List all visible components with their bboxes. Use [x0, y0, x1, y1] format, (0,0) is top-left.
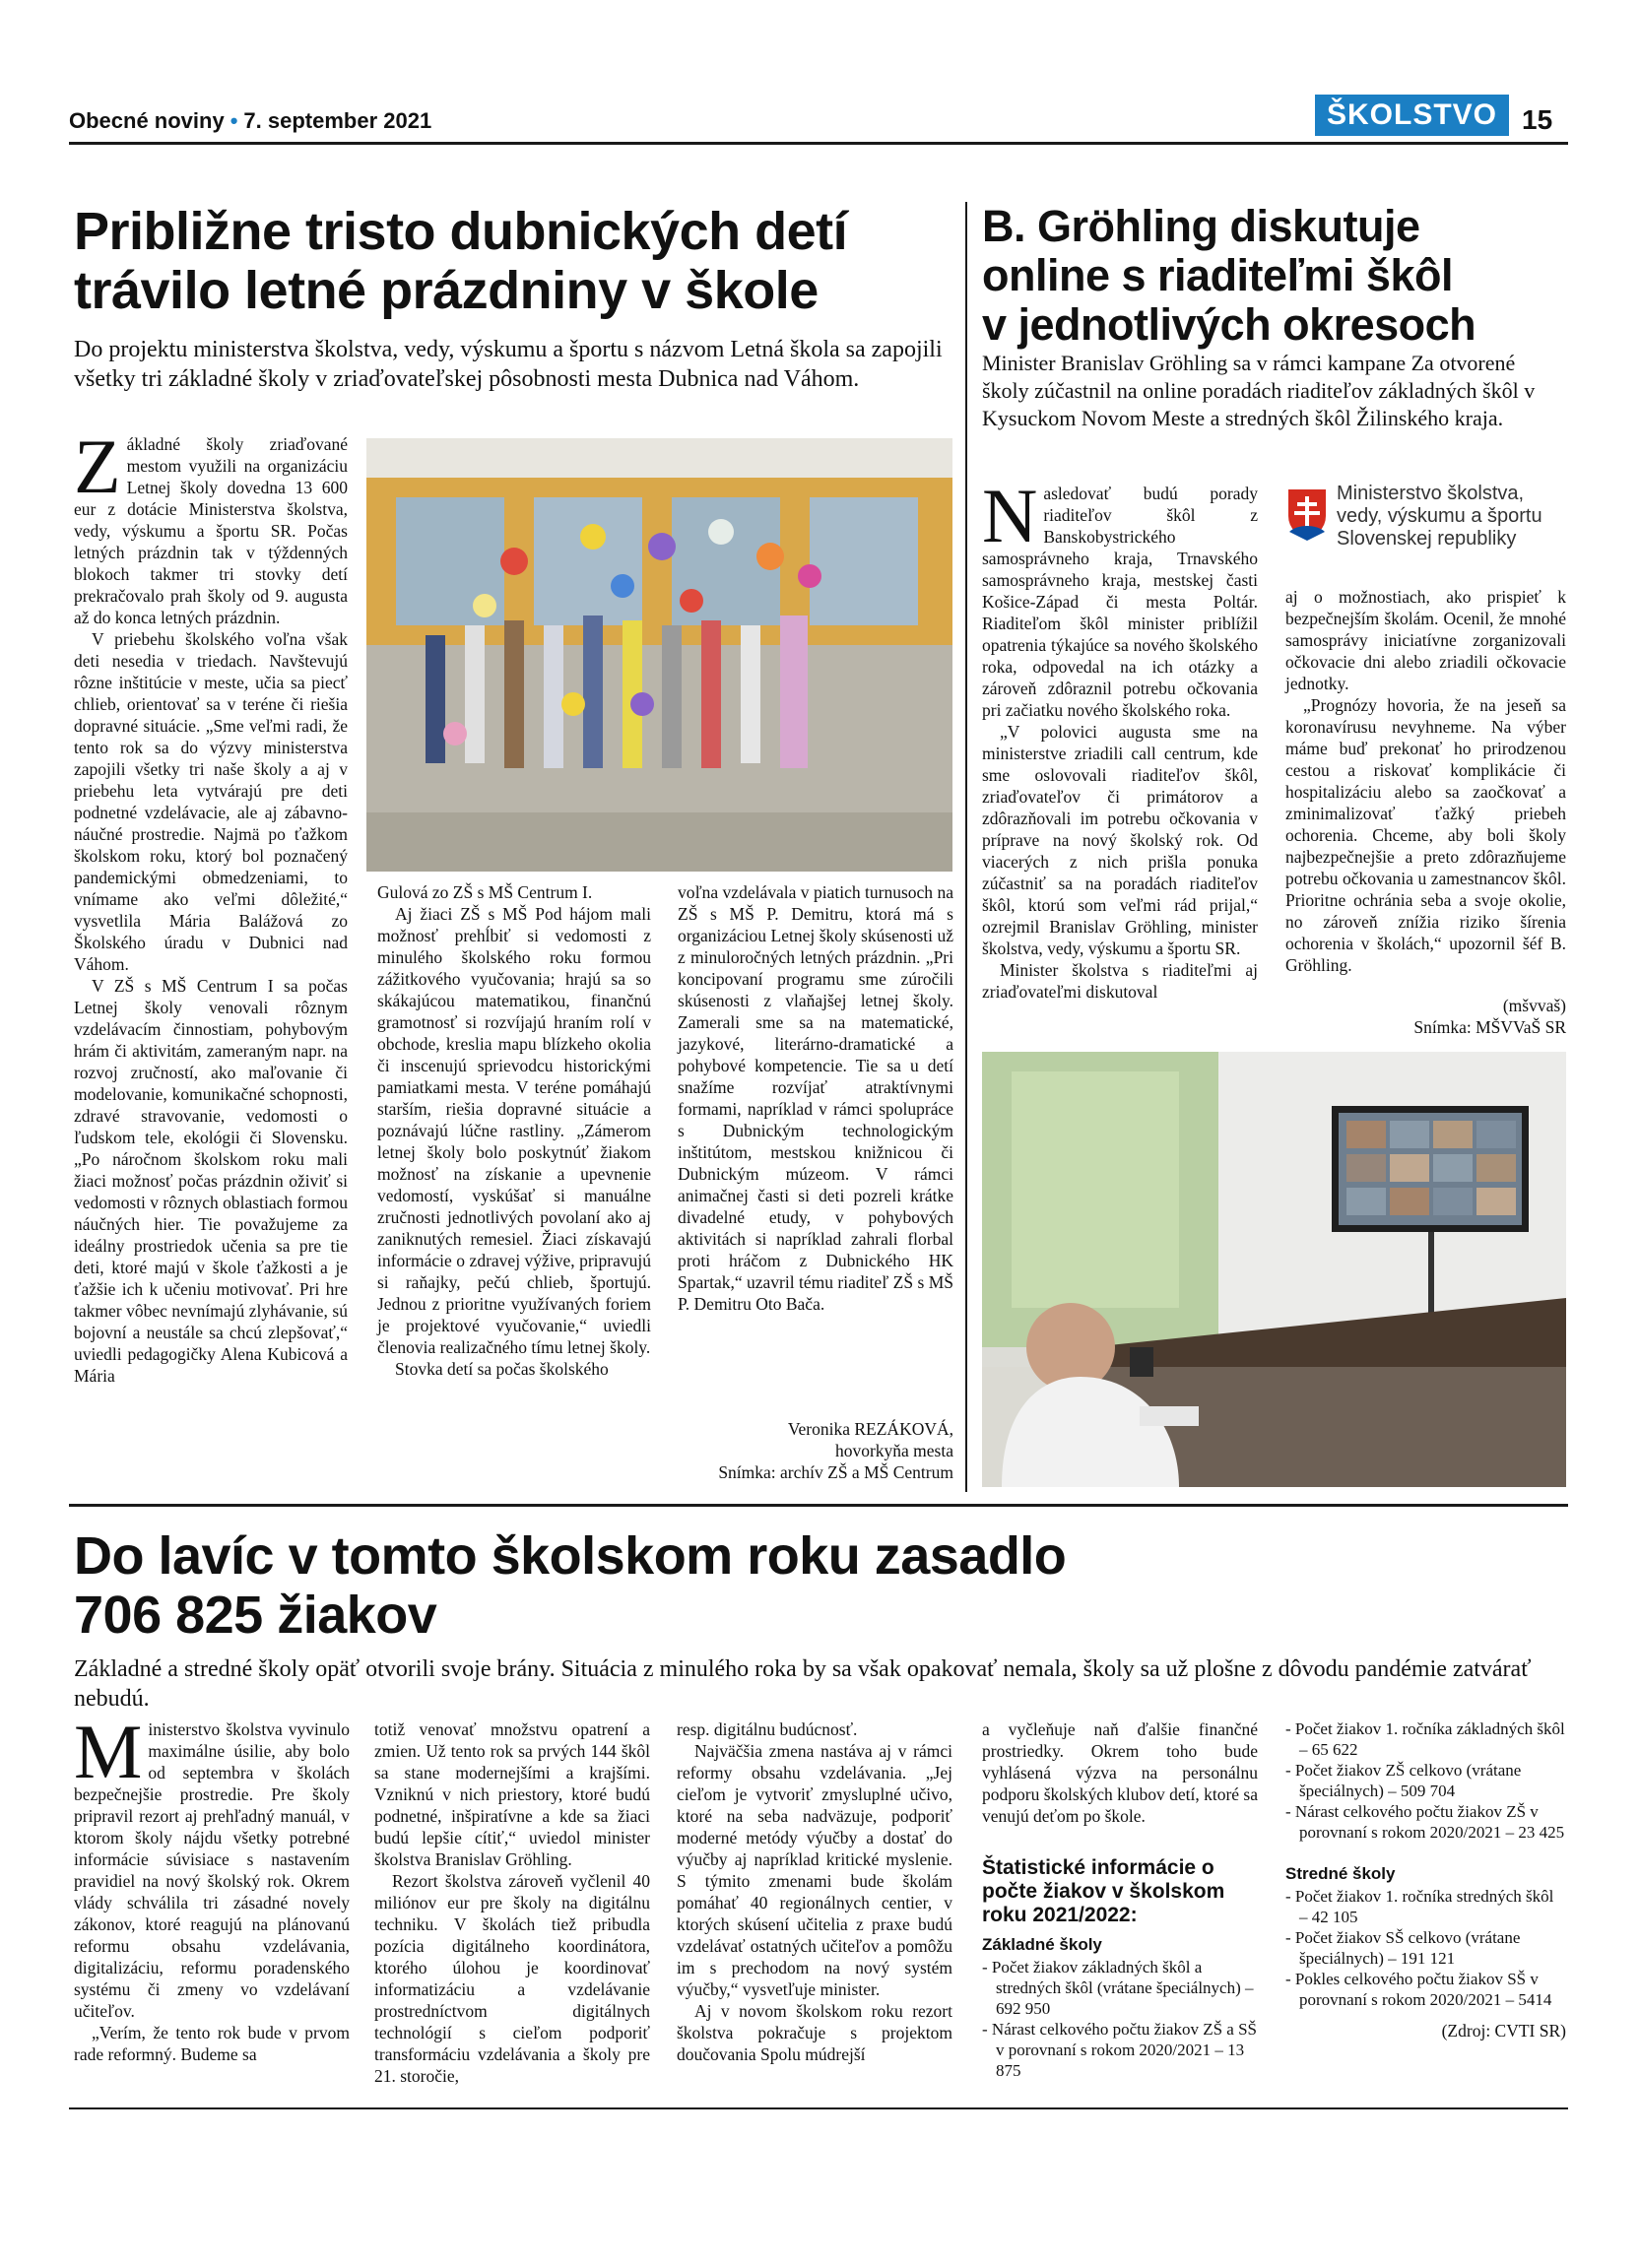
paragraph: „V polovici augusta sme na ministerstve zriadili call centrum, kde sme oslovovali riaditeľov škôl, zriaďovateľov či primátorov a zdôrazňovali im potrebu očkovania v príprave na nový školský rok. Od viacerých z nich prišla ponuka zúčastniť sa na poradách riaditeľov škôl, ktorú som veľmi rád prijal,“ ozrejmil Branislav Gröhling, minister školstva, vedy, výskumu a športu SR.: [982, 722, 1258, 958]
article3-column-3: [677, 1718, 952, 2065]
article3-title-line2: 706 825 žiakov: [74, 1586, 437, 1645]
children-photo: [366, 438, 952, 872]
paragraph: a vyčleňuje naň ďalšie finančné prostriedky. Okrem toho bude vyhlásená výzva na personálnu podporu školských klubov detí, ktoré sa venujú deťom po škole.: [982, 1719, 1258, 1826]
paragraph: resp. digitálnu budúcnosť.: [677, 1719, 858, 1739]
basic-schools-list: [982, 1957, 1263, 2081]
paragraph: Najväčšia zmena nastáva aj v rámci reformy obsahu vzdelávania. „Jej cieľom je vytvoriť zmysluplné učivo, ktoré na seba nadväzuje, podporiť moderné metódy výučby a dostať do výučby aj napríklad kritické myslenie. S týmito zmenami bude školám pomáhať 40 regionálnych centier, v ktorých skúsení učitelia z praxe budú vzdelávať ostatných učiteľov a pomôžu im s prechodom na nový systém výučby,“ vysvetľuje minister.: [677, 1741, 952, 1999]
dropcap: N: [982, 473, 1038, 558]
article1-column-3: [678, 881, 953, 1315]
list-item: - Počet žiakov SŠ celkovo (vrátane špeciálnych) – 191 121: [1285, 1928, 1521, 1968]
logo-line2: vedy, výskumu a športu: [1337, 505, 1542, 527]
statistics-title: Štatistické informácie o počte žiakov v školskom roku 2021/2022:: [982, 1856, 1225, 1926]
paragraph: V priebehu školského voľna však deti nesedia v triedach. Navštevujú rôzne inštitúcie v meste, učia sa piecť chlieb, orientovať sa v teréne či riešia dopravné situácie. „Sme veľmi radi, že tento rok sa do výzvy ministerstva zapojili všetky tri naše školy a aj v priebehu leta vytvárajú pre deti podnetné vzdelávacie, ale aj zábavno-náučné prostredie. Najmä po ťažkom školskom roku, ktorý bol poznačený pandemickými obmedzeniami, to vnímame ako veľmi dôležité,“ vysvetlila Mária Balážová zo Školského úradu v Dubnici nad Váhom.: [74, 629, 348, 974]
article1-title-line2: trávilo letné prázdniny v škole: [74, 261, 819, 320]
secondary-schools-list: [1285, 1886, 1566, 2010]
paragraph: „Prognózy hovoria, že na jeseň sa koronavírusu nevyhneme. Na výber máme buď prekonať ho prirodzenou cestou a riskovať komplikácie či hospitalizáciu alebo sa zaočkovať a zminimalizovať ťažký priebeh ochorenia. Chceme, aby boli školy najbezpečnejšie a preto zdôrazňujeme potrebu očkovania u zamestnancov škôl. Prioritne ochránia seba a svoje okolie, no zároveň znížia riziko šírenia ochorenia v školách,“ upozornil šéf B. Gröhling.: [1285, 695, 1566, 975]
article2-column-1: [982, 473, 1258, 1003]
list-item: - Počet žiakov ZŠ celkovo (vrátane špeciálnych) – 509 704: [1285, 1761, 1522, 1800]
issue-date: 7. september 2021: [243, 108, 432, 133]
article2-title-line1: B. Gröhling diskutuje: [982, 201, 1420, 251]
article2-title-line2: online s riaditeľmi škôl: [982, 250, 1453, 300]
author-role: hovorkyňa mesta: [834, 1441, 953, 1460]
list-item: - Počet žiakov 1. ročníka stredných škôl – 42 105: [1285, 1887, 1554, 1926]
statistics-box-continued: [1285, 1718, 1566, 2041]
basic-schools-heading: Základné školy: [982, 1935, 1102, 1954]
photo-credit: Snímka: MŠVVaŠ SR: [1413, 1017, 1566, 1037]
article3-column-4: [982, 1718, 1258, 1827]
paragraph: Aj žiaci ZŠ s MŠ Pod hájom mali možnosť prehĺbiť si vedomosti z minulého školského roku formou zážitkového vyučovania; hrajú sa so skákajúcou matematikou, finančnú gramotnosť si rozvíjajú hraním rolí v obchode, kreslia mapu blízkeho okolia či inscenujú sprievodcu historickými pamiatkami mesta. V teréne pomáhajú starším, riešia dopravné situácie a poznávajú lúčne rastliny. „Zámerom letnej školy bolo poskytnúť žiakom možnosť na získanie a upevnenie vedomostí, vyskúšať si manuálne zručnosti jednotlivých povolaní ako aj zaniknutých remesiel. Žiaci získavajú informácie o zdravej výžive, pripravujú si raňajky, pečú chlieb, športujú. Jednou z prioritne využívaných foriem je projektové vyučovanie,“ uviedli členovia realizačného tímu letnej školy.: [377, 904, 651, 1357]
article3-title-line1: Do lavíc v tomto školskom roku zasadlo: [74, 1526, 1067, 1586]
paragraph: aj o možnostiach, ako prispieť k bezpečnejším školám. Ocenil, že mnohé samosprávy iniciatívne zorganizovali očkovacie dni alebo zriadili očkovacie jednotky.: [1285, 587, 1566, 693]
paragraph: V ZŠ s MŠ Centrum I sa počas Letnej školy venovali rôznym vzdelávacím činnostiam, pohybovým hrám či aktivitám, zameraným napr. na rozvoj zručností, ako maľovanie či modelovanie, komunikačné schopnosti, zdravé stravovanie, vedomosti o ľudskom tele, ekológii či Slovensku. „Po náročnom školskom roku mali žiaci možnosť počas prázdnin oživiť si vedomosti v rôznych oblastiach formou náučných hier. Tie považujeme za ideálny prostriedok učenia sa pre tie deti, ktoré majú v škole ťažkosti a je ťažšie ich k učeniu motivovať. Pri hre takmer vôbec nevnímajú zlyhávanie, sú bojovní a neustále sa chcú zlepšovať,“ uviedli pedagogičky Alena Kubicová a Mária: [74, 976, 348, 1386]
article2-column-2: [1285, 586, 1566, 976]
article1-column-1: [74, 423, 348, 1387]
paragraph: Gulová zo ZŠ s MŠ Centrum I.: [377, 882, 593, 902]
photo-credit: Snímka: archív ZŠ a MŠ Centrum: [718, 1462, 953, 1482]
paragraph: inisterstvo školstva vyvinulo maximálne úsilie, aby bolo od septembra v školách bezpečnejšie prostredie. Pre školy pripravil rezort aj prehľadný manuál, v ktorom školy nájdu všetky potrebné informácie súvisiace s nastavením pravidiel na nový školský rok. Okrem vlády schválila tri zásadné novely zákonov, ktoré reagujú na plánovanú reformu obsahu vzdelávania, digitalizáciu, reformu poradenského systému či zmeny vo vzdelávaní učiteľov.: [74, 1719, 350, 2021]
article1-signature: [678, 1418, 953, 1483]
dropcap: Z: [74, 423, 121, 509]
list-item: - Počet žiakov 1. ročníka základných škôl – 65 622: [1285, 1719, 1565, 1759]
article1-headline: [74, 202, 960, 320]
statistics-box: [982, 1856, 1263, 2081]
newspaper-name: Obecné noviny: [69, 108, 225, 133]
page-number: 15: [1522, 104, 1553, 135]
meeting-photo: [982, 1052, 1566, 1487]
paragraph: Stovka detí sa počas školského: [395, 1359, 609, 1379]
author-name: (mšvvaš): [1502, 996, 1566, 1015]
paragraph: totiž venovať množstvu opatrení a zmien. Už tento rok sa prvých 144 škôl sa stane modernejšími a krajšími. Vzniknú v nich priestory, ktoré budú podnetné, inšpiratívne a kde sa žiaci budú lepšie cítiť,“ uviedol minister školstva Branislav Gröhling.: [374, 1719, 650, 1869]
meeting-photo-image: [982, 1052, 1566, 1487]
article2-lead: Minister Branislav Gröhling sa v rámci kampane Za otvorené školy zúčastnil na online poradách riaditeľov základných škôl v Kysuckom Novom Meste a stredných škôl Žilinského kraja.: [982, 351, 1536, 430]
header-rule: [69, 142, 1568, 145]
article1-column-2: [377, 881, 651, 1380]
paragraph: Aj v novom školskom roku rezort školstva pokračuje s projektom doučovania Spolu múdrejší: [677, 2001, 952, 2064]
section-tag: ŠKOLSTVO: [1315, 95, 1509, 136]
article3-column-1: [74, 1709, 350, 2065]
column-divider: [965, 202, 967, 1492]
article1-title-line1: Približne tristo dubnických detí: [74, 202, 848, 261]
article2-headline: [982, 202, 1573, 350]
paragraph: Rezort školstva zároveň vyčlenil 40 miliónov eur pre školy na digitálnu techniku. V školách tiež pribudla pozícia digitálneho koordinátora, ktorého úlohou je koordinovať informatizáciu a vzdelávanie prostredníctvom digitálnych technológií s cieľom podporiť transformáciu vzdelávania a školy pre 21. storočie,: [374, 1871, 650, 2086]
article-divider: [69, 1504, 1568, 1507]
article3-column-2: [374, 1718, 650, 2087]
list-item: - Počet žiakov základných škôl a stredných škôl (vrátane špeciálnych) – 692 950: [982, 1958, 1254, 2018]
article2-signature: [1285, 995, 1566, 1038]
paragraph: asledovať budú porady riaditeľov škôl z Banskobystrického samosprávneho kraja, Trnavského samosprávneho kraja, mestskej časti Košice-Západ či mesta Poltár. Riaditeľom škôl minister priblížil opatrenia týkajúce sa nového školského roka, odpovedal na ich otázky a zároveň zdôraznil potrebu očkovania pri začiatku nového školského roka.: [982, 484, 1258, 720]
ministry-logo: [1285, 483, 1566, 571]
slovak-coat-of-arms-icon: [1285, 486, 1329, 542]
logo-line3: Slovenskej republiky: [1337, 528, 1517, 550]
footer-rule: [69, 2107, 1568, 2109]
list-item: - Nárast celkového počtu žiakov ZŠ a SŠ v porovnaní s rokom 2020/2021 – 13 875: [982, 2020, 1258, 2080]
children-photo-image: [366, 438, 952, 872]
list-item: - Pokles celkového počtu žiakov SŠ v porovnaní s rokom 2020/2021 – 5414: [1285, 1970, 1552, 2009]
masthead: [69, 108, 431, 134]
dropcap: M: [74, 1709, 143, 1794]
article2-title-line3: v jednotlivých okresoch: [982, 299, 1476, 350]
author-name: Veronika REZÁKOVÁ,: [787, 1419, 953, 1439]
list-item: - Nárast celkového počtu žiakov ZŠ v porovnaní s rokom 2020/2021 – 23 425: [1285, 1802, 1565, 1842]
separator-dot: •: [230, 108, 238, 133]
logo-line1: Ministerstvo školstva,: [1337, 483, 1525, 504]
paragraph: Minister školstva s riaditeľmi aj zriaďovateľmi diskutoval: [982, 960, 1258, 1002]
article3-headline: [74, 1526, 1551, 1645]
paragraph: voľna vzdelávala v piatich turnusoch na ZŠ s MŠ P. Demitru, ktorá má s organizáciou Letnej školy skúsenosti už z minuloročných letných prázdnin. „Pri koncipovaní programu sme zúročili skúsenosti z vlaňajšej letnej školy. Zamerali sme sa na matematické, jazykové, literárno-dramatické a pohybové kompetencie. Tie sa u detí snažíme rozvíjať atraktívnymi formami, napríklad v rámci spolupráce s Dubnickým technologickým inštitútom, mestskou knižnicou či Dubnickým múzeom. V rámci animačnej časti si deti pozreli krátke divadelné etudy, v pohybových aktivitách si napríklad zahrali florbal proti hráčom z Dubnického HK Spartak,“ uzavril tému riaditeľ ZŠ s MŠ P. Demitru Oto Bača.: [678, 882, 953, 1314]
secondary-schools-heading: Stredné školy: [1285, 1864, 1396, 1883]
paragraph: „Verím, že tento rok bude v prvom rade reformný. Budeme sa: [74, 2023, 350, 2064]
source-note: (Zdroj: CVTI SR): [1441, 2021, 1566, 2041]
article3-lead: Základné a stredné školy opäť otvorili svoje brány. Situácia z minulého roka by sa však opakovať nemala, školy sa už plošne z dôvodu pandémie zatvárať nebudú.: [74, 1656, 1532, 1712]
article1-lead: Do projektu ministerstva školstva, vedy, výskumu a športu s názvom Letná škola sa zapojili všetky tri základné školy v zriaďovateľskej pôsobnosti mesta Dubnica nad Váhom.: [74, 337, 943, 392]
paragraph: ákladné školy zriaďované mestom využili na organizáciu Letnej školy dovedna 13 600 eur z dotácie Ministerstva školstva, vedy, výskumu a športu SR. Počas letných prázdnin tak v týždenných blokoch takmer tri stovky detí prekračovalo prah školy od 9. augusta až do konca letných prázdnin.: [74, 434, 348, 627]
basic-schools-list-continued: [1285, 1718, 1566, 1843]
